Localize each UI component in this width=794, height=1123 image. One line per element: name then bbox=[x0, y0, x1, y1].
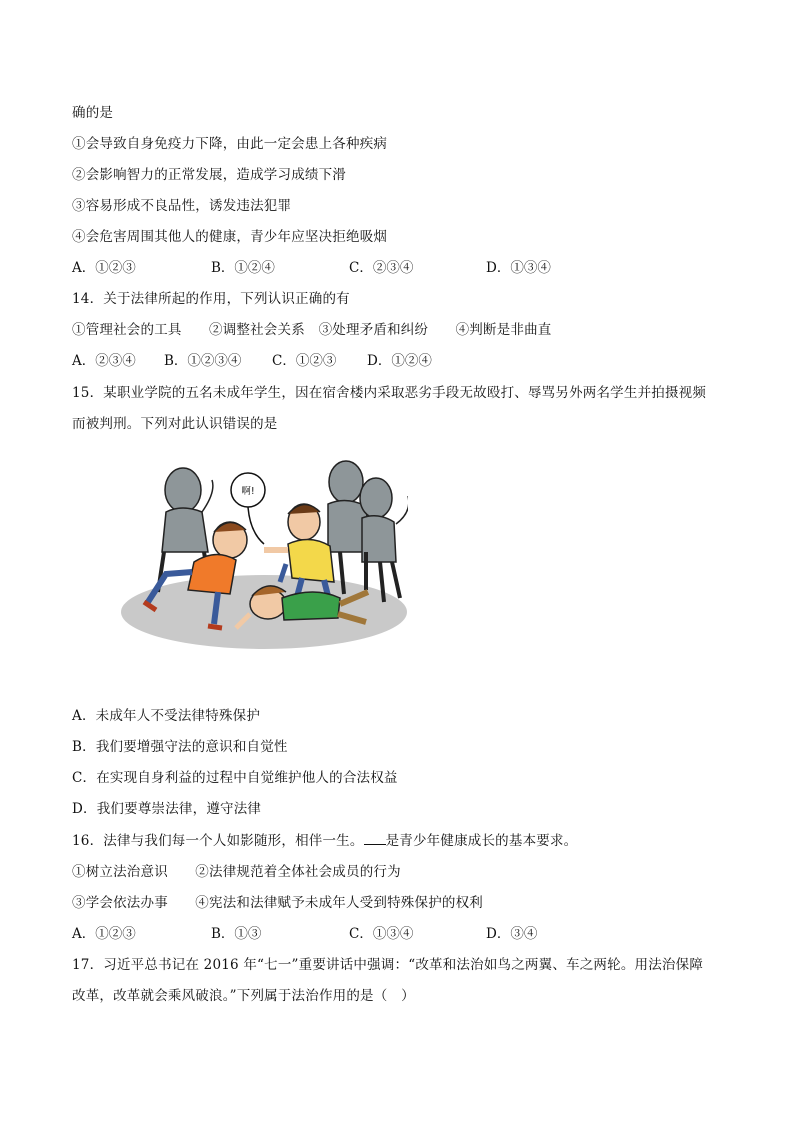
q14-stem: 14．关于法律所起的作用，下列认识正确的有 bbox=[72, 291, 350, 307]
q13-options bbox=[72, 259, 672, 277]
q16-option-a: A．①②③ bbox=[72, 926, 136, 942]
q16-items-line-2: ③学会依法办事 ④宪法和法律赋予未成年人受到特殊保护的权利 bbox=[72, 895, 483, 911]
q16-options bbox=[72, 925, 672, 943]
q13-option-a: A．①②③ bbox=[72, 260, 136, 276]
q17-stem-line-2: 改革，改革就会乘风破浪。”下列属于法治作用的是（ ） bbox=[72, 988, 415, 1004]
q16-answer-blank bbox=[364, 832, 386, 845]
q16-stem-before: 16．法律与我们每一个人如影随形，相伴一生。 bbox=[72, 833, 364, 849]
q13-item-4: ④会危害周围其他人的健康，青少年应坚决拒绝吸烟 bbox=[72, 229, 388, 245]
q16-option-c: C．①③④ bbox=[349, 926, 414, 942]
q15-option-c: C．在实现自身利益的过程中自觉维护他人的合法权益 bbox=[72, 770, 398, 786]
q13-option-d: D．①③④ bbox=[486, 260, 551, 276]
q15-option-d: D．我们要尊崇法律，遵守法律 bbox=[72, 801, 262, 817]
q16-stem-after: 是青少年健康成长的基本要求。 bbox=[385, 833, 578, 849]
q16-option-d: D．③④ bbox=[486, 926, 538, 942]
q14-option-c: C．①②③ bbox=[272, 353, 337, 369]
q15-stem-line-1: 15．某职业学院的五名未成年学生，因在宿舍楼内采取恶劣手段无故殴打、辱骂另外两名学生并拍摄视频 bbox=[72, 385, 707, 401]
q16-option-b: B．①③ bbox=[211, 926, 262, 942]
q13-item-3: ③容易形成不良品性，诱发违法犯罪 bbox=[72, 198, 292, 214]
q16-stem bbox=[72, 832, 577, 850]
q14-items: ①管理社会的工具 ②调整社会关系 ③处理矛盾和纠纷 ④判断是非曲直 bbox=[72, 322, 552, 338]
q15-option-b: B．我们要增强守法的意识和自觉性 bbox=[72, 739, 288, 755]
q14-options bbox=[72, 352, 672, 370]
q13-option-b: B．①②④ bbox=[211, 260, 275, 276]
q13-stem-tail: 确的是 bbox=[72, 105, 114, 121]
q16-items-line-1: ①树立法治意识 ②法律规范着全体社会成员的行为 bbox=[72, 864, 401, 880]
q17-stem-line-1: 17．习近平总书记在 2016 年“七一”重要讲话中强调：“改革和法治如鸟之两翼、车之两轮。用法治保障 bbox=[72, 957, 704, 973]
bullying-cartoon-illustration bbox=[118, 452, 408, 657]
q14-option-d: D．①②④ bbox=[367, 353, 432, 369]
q15-option-a: A．未成年人不受法律特殊保护 bbox=[72, 708, 261, 724]
q13-option-c: C．②③④ bbox=[349, 260, 414, 276]
q13-item-1: ①会导致自身免疫力下降，由此一定会患上各种疾病 bbox=[72, 136, 388, 152]
q14-option-a: A．②③④ bbox=[72, 353, 136, 369]
q15-stem-line-2: 而被判刑。下列对此认识错误的是 bbox=[72, 416, 278, 432]
bubble-text: 啊! bbox=[241, 486, 255, 497]
q13-item-2: ②会影响智力的正常发展，造成学习成绩下滑 bbox=[72, 167, 346, 183]
q14-option-b: B．①②③④ bbox=[164, 353, 242, 369]
